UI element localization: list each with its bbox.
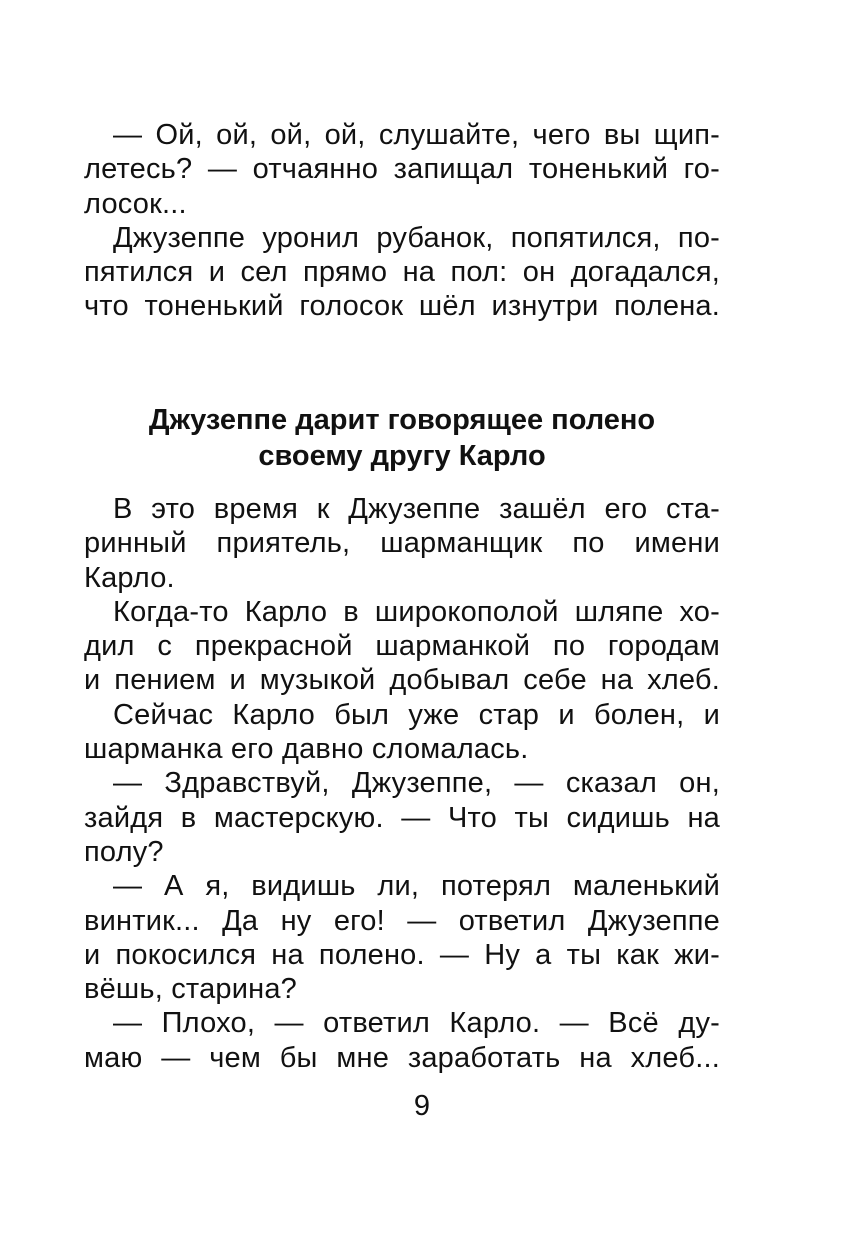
text-line: — Здравствуй, Джузеппе, — сказал он, [113,767,720,800]
paragraph [84,869,720,1006]
text-line: — Ой, ой, ой, ой, слушайте, чего вы щип- [113,119,720,151]
text-line: полу? [84,835,164,868]
text-line: — А я, видишь ли, потерял маленький [113,870,720,903]
text-line: и покосился на полено. — Ну а ты как жи- [84,938,720,971]
text-line: ринный приятель, шарманщик по имени [84,527,720,560]
text-line: Джузеппе уронил рубанок, попятился, по- [113,221,720,254]
paragraph [84,492,720,595]
text-line: дил с прекрасной шарманкой по городам [84,630,720,663]
text-line: и пением и музыкой добывал себе на хлеб. [84,664,720,697]
chapter-heading-line: Джузеппе дарит говорящее полено [148,404,656,436]
chapter-heading-line: своему другу Карло [258,440,546,472]
chapter-heading [84,402,720,474]
paragraph [84,595,720,698]
text-line: летесь? — отчаянно запищал тоненький го- [84,153,720,186]
text-line: В это время к Джузеппе зашёл его ста- [113,493,720,525]
text-line: Когда-то Карло в широкополой шляпе хо- [113,595,720,628]
text-line: зайдя в мастерскую. — Что ты сидишь на [84,801,720,834]
text-line: Сейчас Карло был уже стар и болен, и [113,698,720,731]
page-number: 9 [413,1090,431,1122]
text-line: винтик... Да ну его! — ответил Джузеппе [84,904,720,937]
paragraph [84,698,720,767]
text-line: вёшь, старина? [84,973,298,1006]
text-line: маю — чем бы мне заработать на хлеб... [84,1041,720,1074]
text-line: шарманка его давно сломалась. [84,733,529,766]
paragraph [84,221,720,324]
text-line: Карло. [84,561,175,594]
chapter-body [84,492,720,1075]
text-line: пятился и сел прямо на пол: он догадался, [84,256,720,289]
paragraph [84,766,720,869]
paragraph [84,1006,720,1075]
top-text-block [84,118,720,324]
text-line: — Плохо, — ответил Карло. — Всё ду- [113,1007,720,1040]
text-line: что тоненький голосок шёл изнутри полена. [84,290,720,323]
paragraph [84,118,720,221]
text-line: лосок... [84,187,187,220]
